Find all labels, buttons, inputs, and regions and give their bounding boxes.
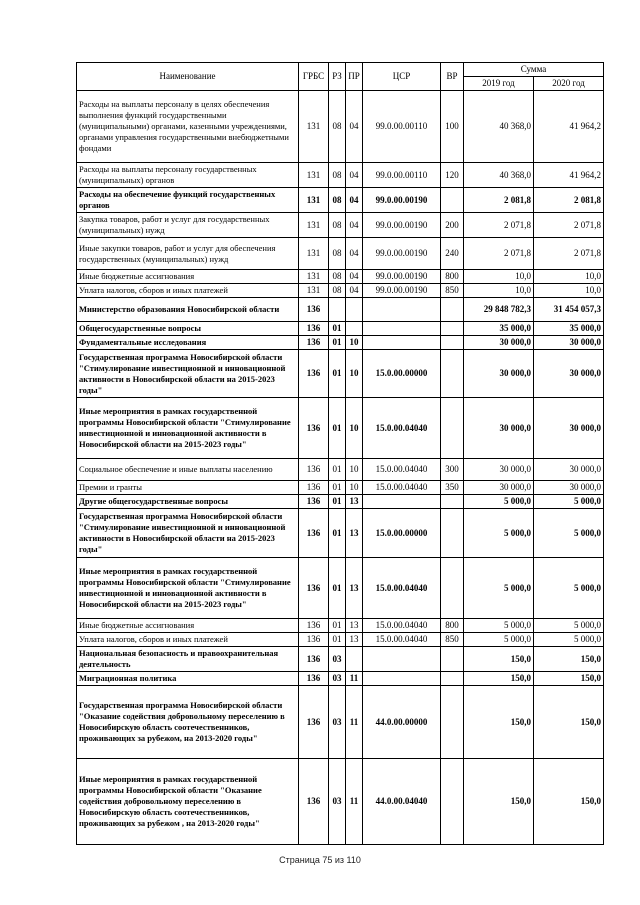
cell-vr: 800: [441, 619, 464, 633]
cell-y2019: 30 000,0: [464, 336, 534, 350]
cell-pr: 13: [346, 509, 363, 558]
cell-y2020: 35 000,0: [534, 322, 604, 336]
cell-vr: [441, 495, 464, 509]
table-row: [77, 336, 604, 350]
cell-grbs: 136: [299, 459, 329, 481]
table-row: [77, 322, 604, 336]
header-grbs: ГРБС: [299, 63, 329, 91]
cell-pr: 13: [346, 495, 363, 509]
cell-name: Премии и гранты: [77, 481, 299, 495]
cell-csr: [363, 672, 441, 686]
cell-csr: 15.0.00.04040: [363, 398, 441, 459]
table-row: [77, 350, 604, 398]
cell-name: Другие общегосударственные вопросы: [77, 495, 299, 509]
cell-y2020: 41 964,2: [534, 91, 604, 163]
cell-name: Государственная программа Новосибирской области "Оказание содействия добровольному переселению в Новосибирскую область соотечественников, проживающих за рубежом, на 2013-2020 годы": [77, 686, 299, 759]
cell-y2020: 150,0: [534, 647, 604, 672]
cell-rz: 01: [329, 322, 346, 336]
cell-vr: 200: [441, 213, 464, 238]
table-row: [77, 672, 604, 686]
cell-y2019: 2 071,8: [464, 213, 534, 238]
cell-name: Иные мероприятия в рамках государственной программы Новосибирской области "Стимулирование инвестиционной и инновационной активности в Новосибирской области на 2015-2023 годы": [77, 558, 299, 619]
cell-grbs: 136: [299, 336, 329, 350]
cell-csr: [363, 647, 441, 672]
cell-grbs: 136: [299, 350, 329, 398]
cell-grbs: 136: [299, 298, 329, 322]
cell-pr: 13: [346, 633, 363, 647]
table-row: [77, 188, 604, 213]
cell-y2020: 31 454 057,3: [534, 298, 604, 322]
cell-grbs: 131: [299, 163, 329, 188]
cell-pr: 11: [346, 672, 363, 686]
cell-rz: 01: [329, 459, 346, 481]
cell-rz: 01: [329, 509, 346, 558]
cell-name: Государственная программа Новосибирской области "Стимулирование инвестиционной и инновационной активности в Новосибирской области на 2015-2023 годы": [77, 350, 299, 398]
cell-y2019: 2 071,8: [464, 238, 534, 270]
cell-rz: 01: [329, 495, 346, 509]
cell-grbs: 131: [299, 270, 329, 284]
cell-vr: 240: [441, 238, 464, 270]
cell-vr: [441, 672, 464, 686]
cell-vr: [441, 509, 464, 558]
cell-rz: 08: [329, 163, 346, 188]
cell-name: Миграционная политика: [77, 672, 299, 686]
cell-pr: 04: [346, 188, 363, 213]
cell-y2019: 5 000,0: [464, 633, 534, 647]
cell-pr: 04: [346, 91, 363, 163]
cell-csr: 99.0.00.00110: [363, 91, 441, 163]
cell-name: Общегосударственные вопросы: [77, 322, 299, 336]
cell-y2019: 35 000,0: [464, 322, 534, 336]
table-row: [77, 495, 604, 509]
cell-rz: 08: [329, 213, 346, 238]
cell-pr: 10: [346, 459, 363, 481]
cell-pr: 04: [346, 270, 363, 284]
table-row: [77, 633, 604, 647]
cell-pr: 10: [346, 398, 363, 459]
cell-pr: 11: [346, 759, 363, 845]
cell-y2020: 5 000,0: [534, 633, 604, 647]
cell-name: Социальное обеспечение и иные выплаты населению: [77, 459, 299, 481]
cell-rz: 08: [329, 270, 346, 284]
cell-y2019: 10,0: [464, 270, 534, 284]
table-row: [77, 213, 604, 238]
cell-vr: [441, 188, 464, 213]
table-row: [77, 759, 604, 845]
cell-csr: [363, 336, 441, 350]
table-row: [77, 619, 604, 633]
cell-csr: 99.0.00.00190: [363, 270, 441, 284]
cell-rz: 01: [329, 481, 346, 495]
cell-vr: [441, 398, 464, 459]
table-row: [77, 686, 604, 759]
cell-grbs: 136: [299, 322, 329, 336]
cell-grbs: 136: [299, 647, 329, 672]
cell-pr: [346, 322, 363, 336]
cell-csr: 15.0.00.04040: [363, 633, 441, 647]
table-row: [77, 298, 604, 322]
cell-rz: 08: [329, 238, 346, 270]
page-number: Страница 75 из 110: [279, 855, 361, 865]
cell-y2020: 30 000,0: [534, 350, 604, 398]
cell-grbs: 131: [299, 188, 329, 213]
cell-csr: 99.0.00.00190: [363, 284, 441, 298]
cell-pr: 04: [346, 163, 363, 188]
cell-vr: 300: [441, 459, 464, 481]
cell-csr: [363, 495, 441, 509]
cell-csr: 44.0.00.00000: [363, 686, 441, 759]
table-row: [77, 459, 604, 481]
cell-y2020: 30 000,0: [534, 481, 604, 495]
cell-y2019: 150,0: [464, 759, 534, 845]
cell-pr: 13: [346, 619, 363, 633]
cell-y2020: 5 000,0: [534, 495, 604, 509]
cell-y2020: 2 071,8: [534, 213, 604, 238]
cell-name: Иные мероприятия в рамках государственной программы Новосибирской области "Оказание содействия добровольному переселению в Новосибирскую область соотечественников, проживающих за рубежом , на 2013-2020 годы": [77, 759, 299, 845]
cell-y2019: 40 368,0: [464, 163, 534, 188]
cell-y2019: 30 000,0: [464, 350, 534, 398]
cell-rz: 01: [329, 350, 346, 398]
cell-rz: 01: [329, 633, 346, 647]
cell-grbs: 136: [299, 558, 329, 619]
header-csr: ЦСР: [363, 63, 441, 91]
cell-rz: 01: [329, 398, 346, 459]
cell-rz: 08: [329, 91, 346, 163]
table-row: [77, 284, 604, 298]
cell-csr: 15.0.00.00000: [363, 509, 441, 558]
cell-csr: 99.0.00.00190: [363, 238, 441, 270]
cell-y2020: 10,0: [534, 270, 604, 284]
table-row: [77, 238, 604, 270]
cell-rz: 03: [329, 672, 346, 686]
cell-vr: [441, 336, 464, 350]
table-row: [77, 91, 604, 163]
cell-name: Иные бюджетные ассигнования: [77, 619, 299, 633]
cell-grbs: 136: [299, 619, 329, 633]
cell-y2019: 5 000,0: [464, 495, 534, 509]
table-row: [77, 481, 604, 495]
cell-y2019: 30 000,0: [464, 481, 534, 495]
cell-name: Фундаментальные исследования: [77, 336, 299, 350]
cell-name: Иные бюджетные ассигнования: [77, 270, 299, 284]
cell-vr: [441, 686, 464, 759]
table-row: [77, 270, 604, 284]
cell-pr: 13: [346, 558, 363, 619]
cell-vr: [441, 350, 464, 398]
cell-y2020: 30 000,0: [534, 459, 604, 481]
cell-vr: 800: [441, 270, 464, 284]
cell-y2020: 30 000,0: [534, 398, 604, 459]
cell-pr: 04: [346, 213, 363, 238]
cell-name: Уплата налогов, сборов и иных платежей: [77, 633, 299, 647]
table-row: [77, 509, 604, 558]
cell-name: Расходы на выплаты персоналу в целях обеспечения выполнения функций государственными (муниципальными) органами, казенными учреждениями, органами управления государственными внебюджетными фондами: [77, 91, 299, 163]
cell-pr: 10: [346, 350, 363, 398]
table-row: [77, 163, 604, 188]
cell-pr: [346, 647, 363, 672]
cell-name: Министерство образования Новосибирской области: [77, 298, 299, 322]
cell-y2019: 5 000,0: [464, 558, 534, 619]
cell-grbs: 136: [299, 495, 329, 509]
cell-y2020: 5 000,0: [534, 619, 604, 633]
cell-y2019: 30 000,0: [464, 459, 534, 481]
cell-y2020: 150,0: [534, 759, 604, 845]
cell-vr: [441, 558, 464, 619]
cell-y2019: 2 081,8: [464, 188, 534, 213]
cell-y2019: 150,0: [464, 647, 534, 672]
cell-name: Закупка товаров, работ и услуг для государственных (муниципальных) нужд: [77, 213, 299, 238]
cell-y2020: 30 000,0: [534, 336, 604, 350]
cell-csr: 15.0.00.04040: [363, 481, 441, 495]
table-row: [77, 398, 604, 459]
cell-vr: [441, 322, 464, 336]
header-vr: ВР: [441, 63, 464, 91]
cell-csr: 99.0.00.00110: [363, 163, 441, 188]
cell-rz: 03: [329, 647, 346, 672]
cell-vr: [441, 759, 464, 845]
cell-grbs: 136: [299, 672, 329, 686]
cell-vr: 120: [441, 163, 464, 188]
cell-csr: 44.0.00.04040: [363, 759, 441, 845]
cell-vr: [441, 298, 464, 322]
cell-y2019: 30 000,0: [464, 398, 534, 459]
header-year-2019: 2019 год: [464, 77, 534, 91]
cell-pr: 04: [346, 238, 363, 270]
cell-grbs: 131: [299, 238, 329, 270]
cell-y2019: 40 368,0: [464, 91, 534, 163]
cell-csr: 15.0.00.04040: [363, 619, 441, 633]
cell-y2020: 150,0: [534, 686, 604, 759]
cell-grbs: 131: [299, 284, 329, 298]
cell-vr: 350: [441, 481, 464, 495]
cell-grbs: 136: [299, 633, 329, 647]
cell-csr: [363, 298, 441, 322]
cell-pr: 10: [346, 481, 363, 495]
cell-y2019: 10,0: [464, 284, 534, 298]
cell-y2019: 150,0: [464, 686, 534, 759]
cell-rz: 01: [329, 336, 346, 350]
header-rz: РЗ: [329, 63, 346, 91]
cell-y2020: 10,0: [534, 284, 604, 298]
cell-name: Иные закупки товаров, работ и услуг для обеспечения государственных (муниципальных) нужд: [77, 238, 299, 270]
cell-vr: [441, 647, 464, 672]
cell-csr: 15.0.00.04040: [363, 459, 441, 481]
cell-name: Расходы на обеспечение функций государственных органов: [77, 188, 299, 213]
cell-name: Государственная программа Новосибирской области "Стимулирование инвестиционной и инновационной активности в Новосибирской области на 2015-2023 годы": [77, 509, 299, 558]
cell-rz: 08: [329, 284, 346, 298]
header-year-2020: 2020 год: [534, 77, 604, 91]
cell-grbs: 136: [299, 759, 329, 845]
cell-csr: 99.0.00.00190: [363, 213, 441, 238]
cell-y2020: 150,0: [534, 672, 604, 686]
cell-rz: 03: [329, 686, 346, 759]
cell-pr: 11: [346, 686, 363, 759]
cell-csr: 15.0.00.00000: [363, 350, 441, 398]
cell-csr: [363, 322, 441, 336]
cell-y2020: 5 000,0: [534, 558, 604, 619]
cell-grbs: 136: [299, 398, 329, 459]
header-pr: ПР: [346, 63, 363, 91]
cell-y2020: 41 964,2: [534, 163, 604, 188]
cell-csr: 99.0.00.00190: [363, 188, 441, 213]
cell-vr: 850: [441, 633, 464, 647]
cell-csr: 15.0.00.04040: [363, 558, 441, 619]
cell-grbs: 136: [299, 481, 329, 495]
cell-y2019: 5 000,0: [464, 509, 534, 558]
cell-y2020: 2 081,8: [534, 188, 604, 213]
cell-pr: 10: [346, 336, 363, 350]
table-header-row: [77, 63, 604, 77]
cell-name: Иные мероприятия в рамках государственной программы Новосибирской области "Стимулирование инвестиционной и инновационной активности в Новосибирской области на 2015-2023 годы": [77, 398, 299, 459]
cell-y2019: 5 000,0: [464, 619, 534, 633]
cell-name: Уплата налогов, сборов и иных платежей: [77, 284, 299, 298]
table-row: [77, 647, 604, 672]
header-name: Наименование: [77, 63, 299, 91]
cell-y2019: 150,0: [464, 672, 534, 686]
cell-vr: 850: [441, 284, 464, 298]
cell-name: Национальная безопасность и правоохранительная деятельность: [77, 647, 299, 672]
cell-pr: [346, 298, 363, 322]
cell-y2020: 5 000,0: [534, 509, 604, 558]
cell-grbs: 131: [299, 91, 329, 163]
cell-rz: 08: [329, 188, 346, 213]
cell-name: Расходы на выплаты персоналу государственных (муниципальных) органов: [77, 163, 299, 188]
budget-table: [76, 62, 604, 845]
cell-rz: 01: [329, 558, 346, 619]
cell-rz: 03: [329, 759, 346, 845]
cell-y2020: 2 071,8: [534, 238, 604, 270]
cell-grbs: 131: [299, 213, 329, 238]
table-row: [77, 558, 604, 619]
cell-rz: [329, 298, 346, 322]
header-sum: Сумма: [464, 63, 604, 77]
cell-rz: 01: [329, 619, 346, 633]
cell-y2019: 29 848 782,3: [464, 298, 534, 322]
cell-grbs: 136: [299, 509, 329, 558]
cell-vr: 100: [441, 91, 464, 163]
cell-grbs: 136: [299, 686, 329, 759]
cell-pr: 04: [346, 284, 363, 298]
